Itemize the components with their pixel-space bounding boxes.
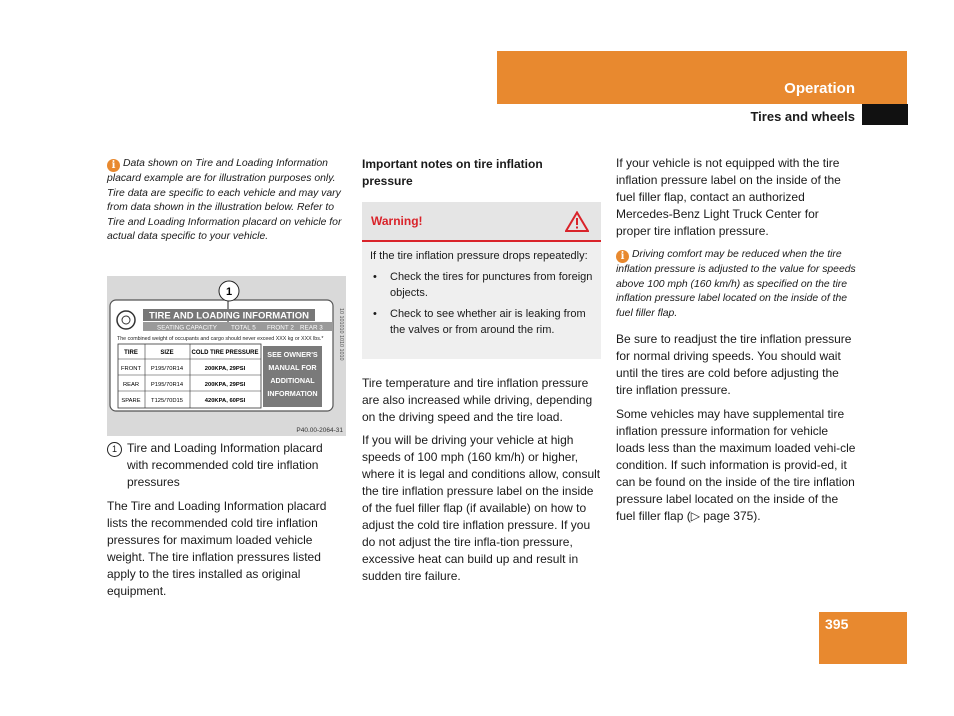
warning-bullet: • Check the tires for punctures from foreign objects.	[370, 269, 593, 302]
warning-bullet: • Check to see whether air is leaking from the valves or from around the rim.	[370, 306, 593, 339]
info-note-left	[107, 157, 347, 245]
warning-triangle-icon	[565, 211, 589, 232]
section-title: Operation	[784, 80, 855, 97]
figure-code: P40.00-2064-31	[296, 427, 343, 434]
info-icon: i	[616, 250, 629, 263]
seating-front: FRONT 2	[267, 324, 294, 332]
row-size: P195/70R14	[150, 382, 184, 388]
row-tire: FRONT	[121, 366, 141, 372]
row-pressure: 200KPA, 29PSI	[204, 382, 246, 388]
seating-rear: REAR 3	[300, 324, 323, 332]
subsection-marker	[862, 104, 908, 125]
caption-text: Tire and Loading Information placard with recommended cold tire inflation pressures	[127, 441, 323, 489]
row-tire: SPARE	[121, 398, 141, 404]
info-note-text: Driving comfort may be reduced when the tire inflation pressure is adjusted to the value for speeds above 100 mph (160 km/h) as specified on the tire inflation pressure label located on the inside of the fuel filler flap.	[616, 249, 856, 319]
page-number: 395	[825, 616, 849, 632]
col-size: SIZE	[160, 350, 174, 356]
warning-title: Warning!	[371, 214, 423, 228]
col-pressure: COLD TIRE PRESSURE	[191, 350, 259, 356]
seating-capacity: SEATING CAPACITY	[157, 324, 217, 332]
info-icon: i	[107, 159, 120, 172]
placard-title: TIRE AND LOADING INFORMATION	[149, 310, 309, 322]
row-pressure: 200KPA, 29PSI	[204, 366, 246, 372]
figure-caption	[107, 440, 347, 491]
right-paragraph-1: If your vehicle is not equipped with the tire inflation pressure label on the inside of the fuel filler flap, contact an authorized Mercedes-Benz Light Truck Center for proper tire inflation pressure.	[616, 156, 841, 238]
row-size: P195/70R14	[150, 366, 184, 372]
combined-weight: The combined weight of occupants and cargo should never exceed XXX kg or XXX lbs.*	[117, 336, 324, 342]
middle-paragraph-2: If you will be driving your vehicle at high speeds of 100 mph (160 km/h) or higher, where it is legal and conditions allow, consult the tire inflation pressure label on the inside of the fuel filler flap (if available) on how to adjust the cold tire inflation pressure. If you do not adjust the tire infla-tion pressure, excessive heat can build up and result in sudden tire failure.	[362, 433, 601, 583]
row-size: T125/70D15	[151, 398, 183, 404]
section-heading: Important notes on tire inflation pressure	[362, 157, 543, 188]
right-paragraph-2: Be sure to readjust the tire inflation pressure for normal driving speeds. You should wait until the tires are cold before adjusting the tire inflation pressure.	[616, 332, 852, 397]
col-tire: TIRE	[124, 350, 138, 356]
vertical-code: 10 101010 1010 1010	[338, 308, 344, 361]
caption-number: 1	[107, 442, 122, 457]
middle-paragraph-1: Tire temperature and tire inflation pressure are also increased while driving, depending on the driving speed and the tire load.	[362, 376, 593, 424]
warning-box	[362, 202, 601, 359]
info-note-right	[616, 248, 856, 321]
warning-header	[362, 202, 601, 242]
warning-intro: If the tire inflation pressure drops repeatedly:	[370, 250, 588, 262]
see-owners-text: SEE OWNER'S MANUAL FOR ADDITIONAL INFORMATION	[267, 350, 318, 398]
callout-number: 1	[225, 286, 233, 298]
page-number-block	[819, 612, 907, 664]
warning-list	[370, 269, 593, 339]
row-pressure: 420KPA, 60PSI	[204, 398, 246, 404]
row-tire: REAR	[122, 382, 140, 388]
info-note-text: Data shown on Tire and Loading Information placard example are for illustration purposes only. Tire data are specific to each vehicle and may vary from data shown in the illustration below. Refer to Tire and Loading Information placard on vehicle for actual data specific to your vehicle.	[107, 158, 342, 243]
subsection-title: Tires and wheels	[750, 109, 855, 124]
seating-total: TOTAL 5	[231, 324, 256, 332]
placard-figure	[107, 276, 346, 436]
placard-illustration	[107, 276, 346, 436]
warning-body	[362, 242, 601, 349]
left-body: The Tire and Loading Information placard lists the recommended cold tire inflation pressures for maximum loaded vehicle weight. The tire inflation pressures listed apply to the tires installed as original equipment.	[107, 499, 327, 598]
right-paragraph-3: Some vehicles may have supplemental tire inflation pressure information for vehicle loads less than the maximum loaded vehi-cle condition. If such information is provid-ed, it can be found on the inside of the tire inflation pressure label located on the inside of the fuel filler flap (▷ page 375).	[616, 407, 856, 523]
